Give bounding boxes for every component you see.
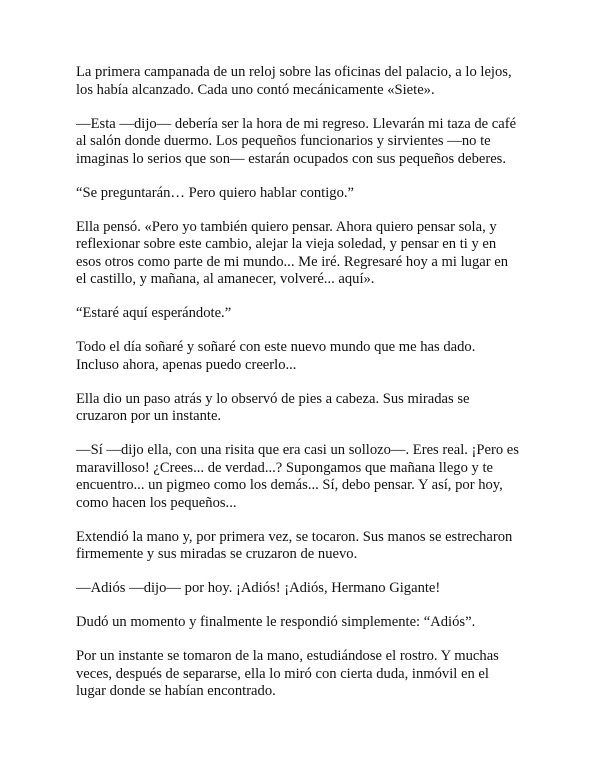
paragraph-2: —Esta —dijo— debería ser la hora de mi regreso. Llevarán mi taza de café al salón donde duermo. Los pequeños funcionarios y sirvientes —no te imaginas lo serios que son— estarán ocupados con sus pequeños deberes. bbox=[76, 115, 517, 167]
paragraph-12: Por un instante se tomaron de la mano, estudiándose el rostro. Y muchas veces, después de separarse, ella lo miró con cierta duda, inmóvil en el lugar donde se habían encontrado. bbox=[76, 648, 499, 699]
paragraph-9: Extendió la mano y, por primera vez, se tocaron. Sus manos se estrecharon firmemente y sus miradas se cruzaron de nuevo. bbox=[76, 528, 513, 562]
paragraph-3: “Se preguntarán… Pero quiero hablar contigo.” bbox=[76, 184, 354, 201]
paragraph-10: —Adiós —dijo— por hoy. ¡Adiós! ¡Adiós, Hermano Gigante! bbox=[76, 580, 441, 596]
paragraph-8: —Sí —dijo ella, con una risita que era casi un sollozo—. Eres real. ¡Pero es maravilloso! ¿Crees... de verdad...? Supongamos que mañana llego y te encuentro... un pigmeo como los demás... Sí, debo pensar. Y así, por hoy, como hacen los pequeños... bbox=[76, 442, 519, 511]
paragraph-6: Todo el día soñaré y soñaré con este nuevo mundo que me has dado. Incluso ahora, apenas puedo creerlo... bbox=[76, 339, 476, 373]
paragraph-5: “Estaré aquí esperándote.” bbox=[76, 305, 232, 321]
paragraph-7: Ella dio un paso atrás y lo observó de pies a cabeza. Sus miradas se cruzaron por un instante. bbox=[76, 390, 470, 424]
paragraph-1: La primera campanada de un reloj sobre las oficinas del palacio, a lo lejos, los había alcanzado. Cada uno contó mecánicamente «Siete». bbox=[76, 64, 512, 98]
paragraph-11: Dudó un momento y finalmente le respondió simplemente: “Adiós”. bbox=[76, 614, 476, 630]
paragraph-4: Ella pensó. «Pero yo también quiero pensar. Ahora quiero pensar sola, y reflexionar sobre este cambio, alejar la vieja soledad, y pensar en ti y en esos otros como parte de mi mundo... Me iré. Regresaré hoy a mi lugar en el castillo, y mañana, al amanecer, volveré... aquí». bbox=[76, 218, 509, 287]
